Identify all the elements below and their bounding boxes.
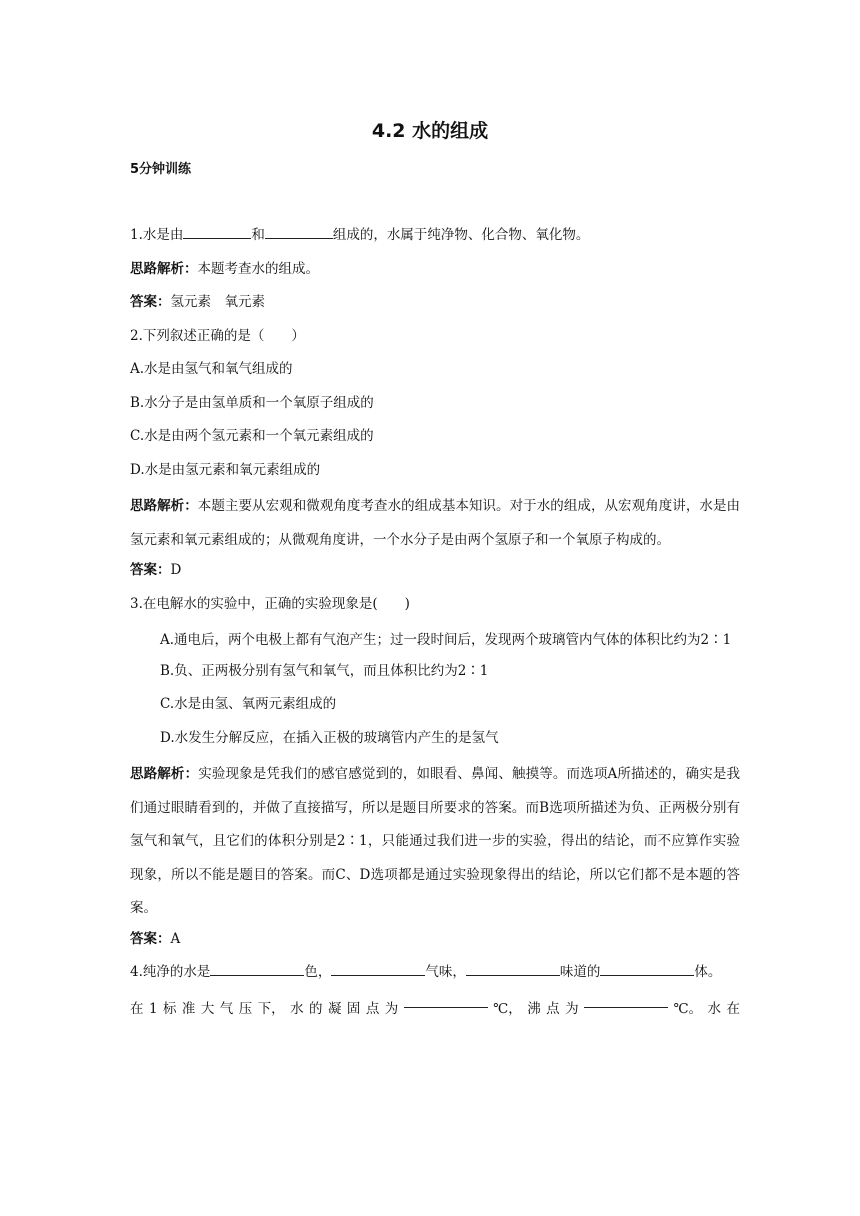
answer-label: 答案： — [130, 930, 171, 947]
document-title: 4.2 水的组成 — [371, 120, 489, 142]
q4-blank-boiling-point — [584, 993, 668, 1008]
q4-word: 水 — [290, 1000, 304, 1017]
q4-word: 压 — [238, 1000, 253, 1017]
q4-word: 点 — [546, 1000, 560, 1017]
question-2-option-a: A.水是由氢气和氧气组成的 — [130, 361, 293, 377]
answer-label: 答案： — [130, 294, 171, 310]
q4-text-5: 体。 — [694, 964, 722, 980]
q1-text-mid: 和 — [251, 227, 265, 243]
q1-text-post: 组成的，水属于纯净物、化合物、氧化物。 — [332, 227, 590, 243]
answer-text: 氢元素 氧元素 — [170, 294, 265, 310]
answer-label: 答案： — [130, 562, 171, 578]
question-3-answer — [130, 926, 740, 960]
analysis-label: 思路解析： — [130, 498, 198, 514]
analysis-text: 本题主要从宏观和微观角度考查水的组成基本知识。对于水的组成，从宏观角度讲，水是由氢元素和氧元素组成的；从微观角度讲，一个水分子是由两个氢原子和一个氧原子构成的。 — [130, 498, 741, 548]
analysis-label: 思路解析： — [130, 260, 198, 277]
q4-word: 在 — [130, 1000, 144, 1017]
q1-blank-1 — [183, 224, 251, 239]
question-2-stem: 2.下列叙述正确的是（ ） — [130, 327, 305, 344]
q4-text-2: 色， — [304, 964, 332, 980]
question-3-option-d: D.水发生分解反应，在插入正极的玻璃管内产生的是氢气 — [160, 729, 499, 746]
question-3-option-c: C.水是由氢、氧两元素组成的 — [160, 696, 337, 712]
q4-text-4: 味道的 — [559, 964, 601, 980]
q4-word: 1 — [148, 1000, 158, 1017]
q4-word: 准 — [181, 1000, 196, 1017]
q4-blank-smell — [331, 961, 425, 976]
q4-word: 水 — [707, 1000, 721, 1017]
q4-word: 为 — [565, 1000, 579, 1017]
answer-text: A — [170, 930, 181, 947]
q4-word: 在 — [726, 1000, 740, 1017]
question-2-analysis — [130, 490, 740, 557]
q4-word: 气 — [219, 1000, 234, 1017]
q4-word: 大 — [200, 1000, 215, 1017]
q4-word: ℃， — [493, 1000, 522, 1017]
q4-blank-taste — [466, 961, 560, 976]
q4-word: 固 — [346, 1000, 361, 1017]
question-3-analysis — [130, 758, 740, 926]
question-2-option-c: C.水是由两个氢元素和一个氧元素组成的 — [130, 428, 374, 444]
q4-word: 为 — [384, 1000, 399, 1017]
question-1-analysis — [130, 256, 740, 290]
document-body — [130, 222, 740, 1026]
analysis-label: 思路解析： — [130, 766, 199, 782]
q4-word: 点 — [365, 1000, 380, 1017]
answer-text: D — [170, 562, 182, 578]
q4-word: 凝 — [327, 1000, 342, 1017]
question-4-line-1 — [130, 959, 740, 993]
q4-blank-state — [600, 961, 694, 976]
question-1-stem — [130, 222, 740, 256]
q4-blank-freezing-point — [404, 993, 488, 1008]
q4-word: 下， — [257, 1000, 285, 1017]
question-1-answer — [130, 289, 740, 323]
q4-word: ℃。 — [673, 1000, 703, 1017]
question-3-option-a: A.通电后，两个电极上都有气泡产生；过一段时间后，发现两个玻璃管内气体的体积比约为2∶1 — [160, 632, 732, 648]
q4-text-1: 4.纯净的水是 — [130, 964, 211, 980]
q4-blank-color — [210, 961, 304, 976]
q4-word: 标 — [162, 1000, 177, 1017]
question-2-answer — [130, 557, 740, 591]
q1-text-pre: 1.水是由 — [130, 227, 184, 243]
question-2-option-b: B.水分子是由氢单质和一个氧原子组成的 — [130, 394, 374, 411]
q4-word: 沸 — [527, 1000, 541, 1017]
q4-text-3: 气味， — [425, 964, 466, 980]
section-subtitle: 5分钟训练 — [130, 162, 192, 177]
analysis-text: 实验现象是凭我们的感官感觉到的，如眼看、鼻闻、触摸等。而选项A所描述的，确实是我们通过眼睛看到的，并做了直接描写，所以是题目所要求的答案。而B选项所描述为负、正两极分别有氢气和氧气，且它们的体积分别是2∶1，只能通过我们进一步的实验，得出的结论，而不应算作实验现象，所以不能是题目的答案。而C、D选项都是通过实验现象得出的结论，所以它们都不是本题的答案。 — [130, 766, 741, 916]
q1-blank-2 — [265, 224, 333, 239]
question-3-option-b: B.负、正两极分别有氢气和氧气，而且体积比约为2∶1 — [160, 662, 489, 679]
analysis-text: 本题考查水的组成。 — [197, 260, 319, 277]
question-4-line-2 — [130, 993, 740, 1027]
q4-word: 的 — [309, 1000, 323, 1017]
question-3-stem: 3.在电解水的实验中，正确的实验现象是( ) — [130, 595, 410, 612]
question-2-option-d: D.水是由氢元素和氧元素组成的 — [130, 461, 321, 478]
